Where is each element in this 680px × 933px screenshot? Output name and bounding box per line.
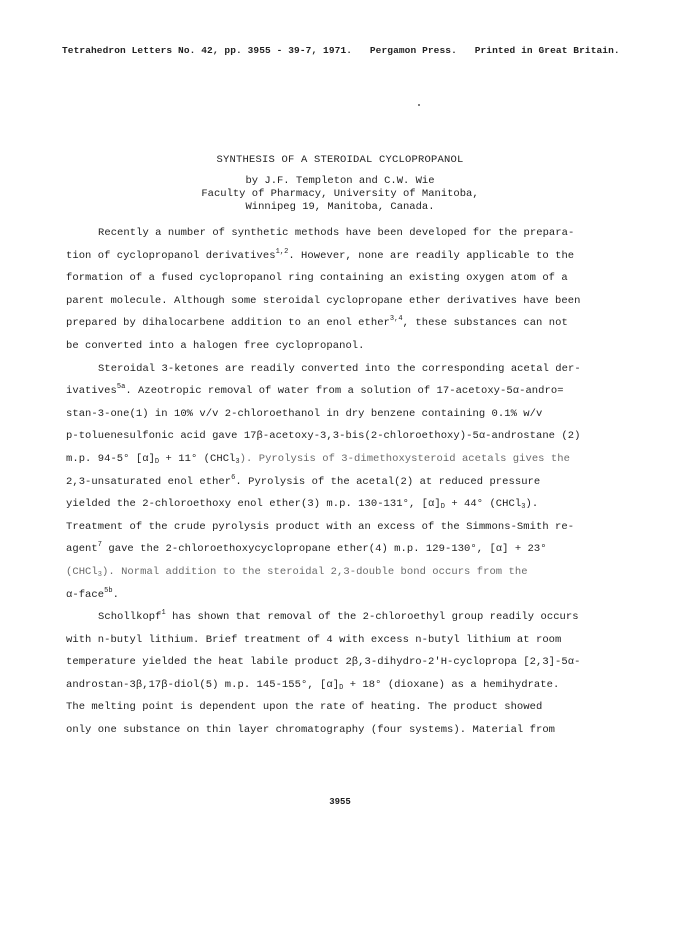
text-line: temperature yielded the heat labile product 2β,3-dihydro-2'H-cyclopropa [2,3]-5α- <box>66 656 581 669</box>
text-line: Schollkopf$^1$ has shown that removal of the 2-chloroethyl group readily occurs <box>98 609 579 624</box>
body-text <box>66 222 626 742</box>
text-line: m.p. 94-5° $[\alpha]_D + 11^\circ$ (CHCl$_3$). Pyrolysis of 3-dimethoxysteroid acetals gives the <box>66 452 570 466</box>
print-speck <box>418 104 420 106</box>
text-line: ivatives$^{5a}$. Azeotropic removal of water from a solution of 17-acetoxy-5α-andro= <box>66 383 564 398</box>
text-line: Treatment of the crude pyrolysis product with an excess of the Simmons-Smith re- <box>66 520 575 533</box>
text-line: Steroidal 3-ketones are readily converted into the corresponding acetal der- <box>98 362 581 375</box>
affiliation-line: Faculty of Pharmacy, University of Manitoba, <box>201 188 479 200</box>
text-line: (CHCl$_3$). Normal addition to the steroidal 2,3-double bond occurs from the <box>66 565 528 579</box>
journal-citation: Tetrahedron Letters No. 42, pp. 3955 - 39‐7, 1971. <box>62 45 353 56</box>
text-line: agent$^7$ gave the 2-chloroethoxycyclopropane ether(4) m.p. 129-130°, [α] + 23° <box>66 541 547 556</box>
publisher: Pergamon Press. <box>369 45 457 56</box>
printed-in: Printed in Great Britain. <box>474 45 620 56</box>
page-number: 3955 <box>329 797 351 807</box>
text-line: 2,3-unsaturated enol ether$^6$. Pyrolysis of the acetal(2) at reduced pressure <box>66 473 541 488</box>
text-line: with n-butyl lithium. Brief treatment of 4 with excess n-butyl lithium at room <box>66 633 562 646</box>
text-line: prepared by dihalocarbene addition to an enol ether$^{3,4}$, these substances can not <box>66 315 568 330</box>
text-line: be converted into a halogen free cyclopropanol. <box>66 339 365 352</box>
authors-line: by J.F. Templeton and C.W. Wie <box>245 175 435 187</box>
journal-header <box>62 45 622 56</box>
text-line: androstan-3β,17β-diol(5) m.p. 145-155°, $[\alpha]_D + 18^\circ$ (dioxane) as a hemihydrate. <box>66 678 560 692</box>
text-line: formation of a fused cyclopropanol ring containing an existing oxygen atom of a <box>66 272 568 285</box>
text-line: tion of cyclopropanol derivatives$^{1,2}$. However, none are readily applicable to the <box>66 247 575 262</box>
text-line: stan-3-one(1) in 10% v/v 2-chloroethanol in dry benzene containing 0.1% w/v <box>66 407 543 420</box>
text-line: Recently a number of synthetic methods have been developed for the prepara- <box>98 227 575 239</box>
text-line: yielded the 2-chloroethoxy enol ether(3) m.p. 130-131°, $[\alpha]_D + 44^\circ$ (CHCl$_3$). <box>66 498 539 512</box>
text-line: only one substance on thin layer chromatography (four systems). Material from <box>66 724 556 737</box>
paper-title: SYNTHESIS OF A STEROIDAL CYCLOPROPANOL <box>216 154 464 166</box>
address-line: Winnipeg 19, Manitoba, Canada. <box>245 201 435 213</box>
text-line: The melting point is dependent upon the rate of heating. The product showed <box>66 701 543 714</box>
text-line: parent molecule. Although some steroidal cyclopropane ether derivatives have been <box>66 294 581 307</box>
text-line: p-toluenesulfonic acid gave 17β-acetoxy-3,3-bis(2-chloroethoxy)-5α-androstane (2) <box>66 430 581 443</box>
text-line: α-face$^{5b}$. <box>66 586 119 601</box>
